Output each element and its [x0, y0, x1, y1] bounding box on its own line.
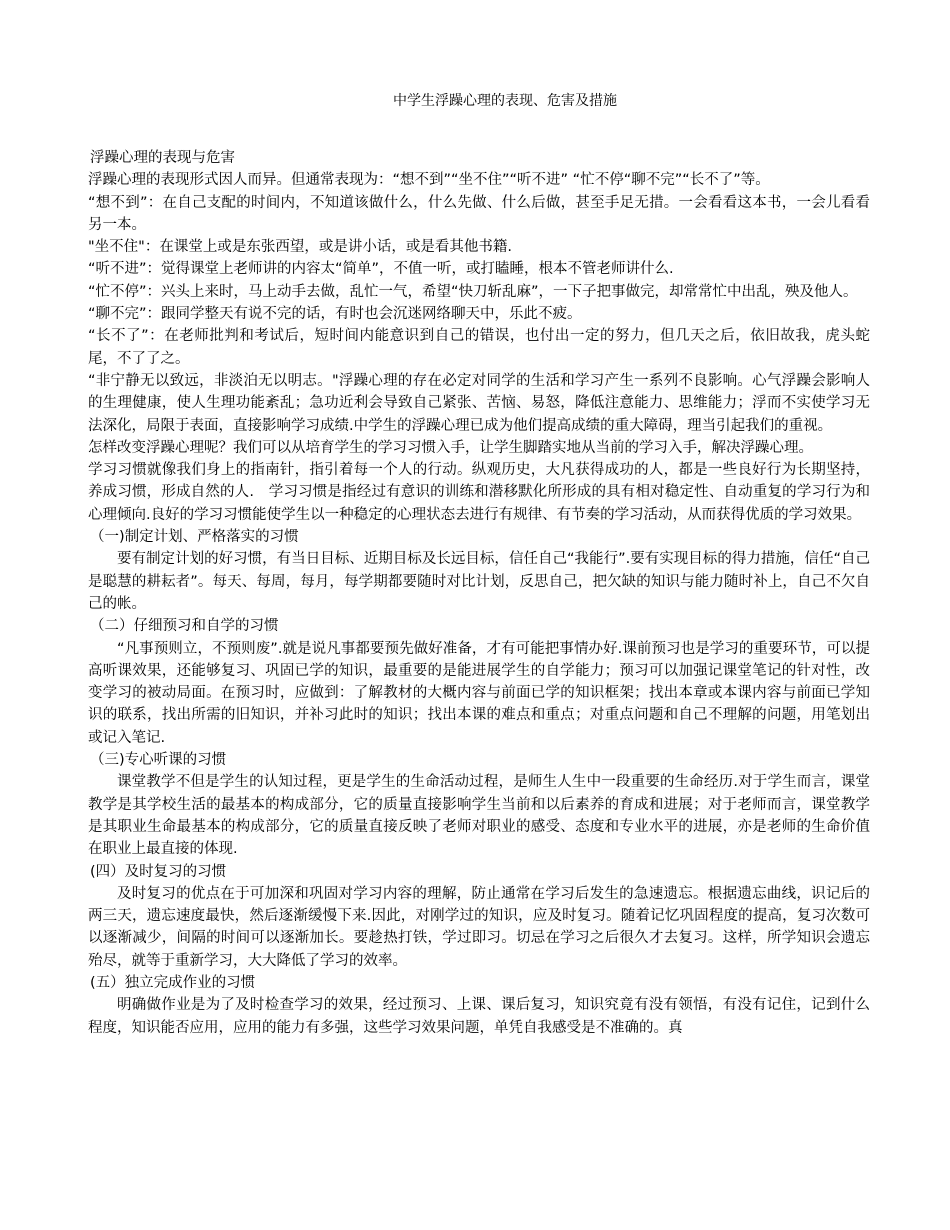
paragraph: 明确做作业是为了及时检查学习的效果，经过预习、上课、课后复习，知识究竟有没有领悟，有没有记住，记到什么程度，知识能否应用，应用的能力有多强，这些学习效果问题，单凭自我感受是不准确的。真	[88, 997, 870, 1036]
section-heading: （三)专心听课的习惯	[90, 752, 227, 769]
section-heading: (四）及时复习的习惯	[90, 863, 227, 880]
section-heading: （二）仔细预习和自学的习惯	[90, 618, 279, 635]
paragraph: 课堂教学不但是学生的认知过程，更是学生的生命活动过程，是师生人生中一段重要的生命经历.对于学生而言，课堂教学是其学校生活的最基本的构成部分，它的质量直接影响学生当前和以后素养的育成和进展；对于老师而言，课堂教学是其职业生命最基本的构成部分，它的质量直接反映了老师对职业的感受、态度和专业水平的进展，亦是老师的生命价值在职业上最直接的体现.	[88, 774, 870, 858]
paragraph: “非宁静无以致远，非淡泊无以明志。"浮躁心理的存在必定对同学的生活和学习产生一系列不良影响。心气浮躁会影响人的生理健康，使人生理功能紊乱；急功近利会导致自己紧张、苦恼、易怒，降低注意能力、思维能力；浮而不实使学习无法深化，局限于表面，直接影响学习成绩.中学生的浮躁心理已成为他们提高成绩的重大障碍，理当引起我们的重视。	[88, 372, 870, 434]
document-body	[88, 147, 870, 1039]
document-title: 中学生浮躁心理的表现、危害及措施	[393, 93, 617, 109]
paragraph: 要有制定计划的好习惯，有当日目标、近期目标及长远目标，信任自己“我能行”.要有实现目标的得力措施，信任“自己是聪慧的耕耘者”。每天、每周，每月，每学期都要随时对比计划，反思自己，把欠缺的知识与能力随时补上，自己不欠自己的帐。	[88, 551, 870, 612]
paragraph: "坐不住"：在课堂上或是东张西望，或是讲小话，或是看其他书籍.	[88, 239, 512, 256]
paragraph: “凡事预则立，不预则废”.就是说凡事都要预先做好准备，才有可能把事情办好.课前预习也是学习的重要环节，可以提高听课效果，还能够复习、巩固已学的知识，最重要的是能进展学生的自学能力；预习可以加强记课堂笔记的针对性，改变学习的被动局面。在预习时，应做到：了解教材的大概内容与前面已学的知识框架；找出本章或本课内容与前面已学知识的联系，找出所需的旧知识，并补习此时的知识；找出本课的难点和重点；对重点问题和自己不理解的问题，用笔划出或记入笔记.	[88, 640, 870, 746]
paragraph: “听不进”：觉得课堂上老师讲的内容太“简单”，不值一听，或打瞌睡，根本不管老师讲什么.	[88, 261, 674, 278]
paragraph: “忙不停”：兴头上来时，马上动手去做，乱忙一气，希望“快刀斩乱麻”，一下子把事做完，却常常忙中出乱，殃及他人。	[88, 283, 858, 300]
section-heading: （一)制定计划、严格落实的习惯	[90, 529, 299, 546]
paragraph: “聊不完”：跟同学整天有说不完的话，有时也会沉迷网络聊天中，乐此不疲。	[88, 306, 582, 323]
paragraph: 怎样改变浮躁心理呢？我们可以从培育学生的学习习惯入手，让学生脚踏实地从当前的学习入手，解决浮躁心理。	[88, 439, 813, 456]
section-heading: 浮躁心理的表现与危害	[90, 150, 235, 166]
section-heading: (五）独立完成作业的习惯	[90, 974, 256, 991]
paragraph: “想不到”：在自己支配的时间内，不知道该做什么，什么先做、什么后做，甚至手足无措。一会看看这本书，一会儿看看另一本。	[88, 194, 870, 233]
paragraph: “长不了”：在老师批判和考试后，短时间内能意识到自己的错误，也付出一定的努力，但几天之后，依旧故我，虎头蛇尾，不了了之。	[88, 328, 870, 367]
paragraph: 学习习惯就像我们身上的指南针，指引着每一个人的行动。纵观历史，大凡获得成功的人，都是一些良好行为长期坚持，养成习惯，形成自然的人. 学习习惯是指经过有意识的训练和潜移默化所形成的具有相对稳定性、自动重复的学习行为和心理倾向.良好的学习习惯能使学生以一种稳定的心理状态去进行有规律、有节奏的学习活动，从而获得优质的学习效果。	[88, 462, 870, 523]
paragraph: 浮躁心理的表现形式因人而异。但通常表现为：“想不到”“坐不住”“听不进” “忙不停“聊不完”“长不了”等。	[88, 172, 770, 189]
paragraph: 及时复习的优点在于可加深和巩固对学习内容的理解，防止通常在学习后发生的急速遗忘。根据遗忘曲线，识记后的两三天，遗忘速度最快，然后逐渐缓慢下来.因此，对刚学过的知识，应及时复习。随着记忆巩固程度的提高，复习次数可以逐渐减少，间隔的时间可以逐渐加长。要趁热打铁，学过即习。切忌在学习之后很久才去复习。这样，所学知识会遗忘殆尽，就等于重新学习，大大降低了学习的效率。	[88, 885, 870, 969]
